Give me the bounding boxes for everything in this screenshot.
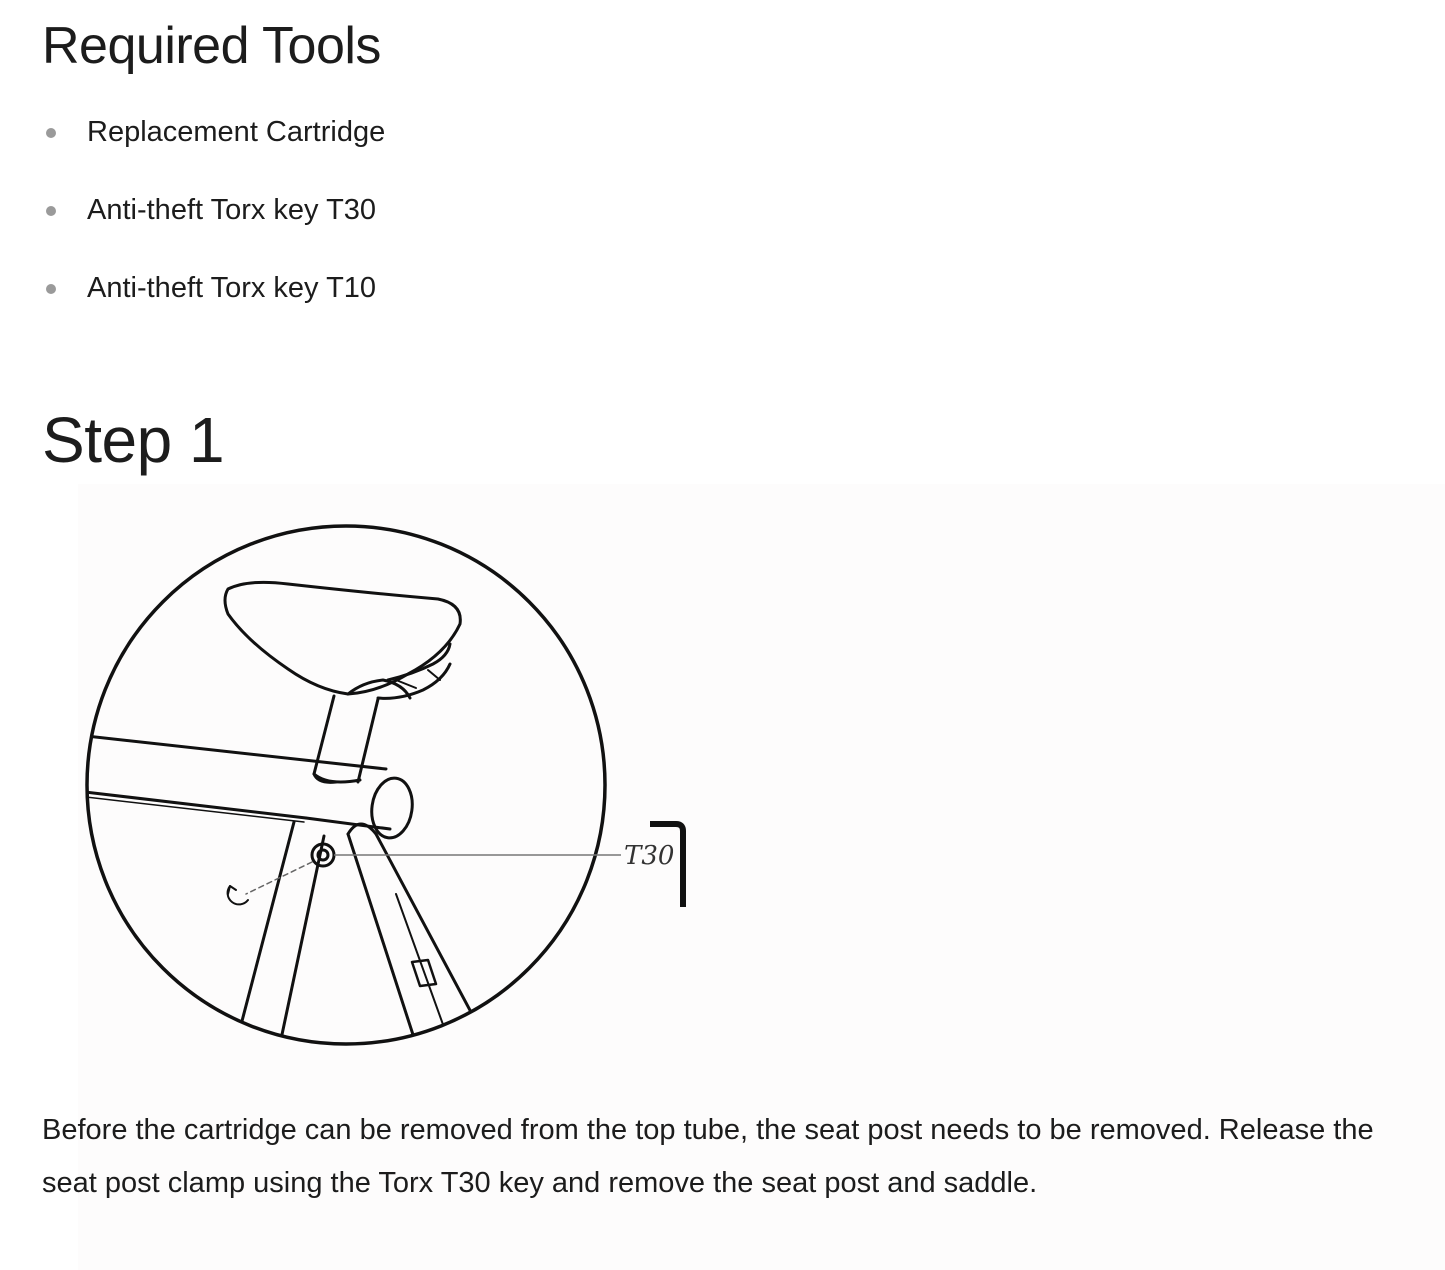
bike-frame-drawing [78,582,488,1044]
detail-circle [87,526,605,1044]
saddle-clamp-detail-2 [428,670,440,680]
top-tube-shadow-line [78,795,304,822]
rotation-arrow-icon [228,886,248,904]
bullet-icon [46,284,56,294]
tool-item-label: Anti-theft Torx key T30 [87,194,377,226]
saddle-top [225,582,460,694]
bullet-icon [46,128,56,138]
torx-callout-label: T30 [624,841,675,871]
seat-stay-left-edge [348,834,416,1044]
clamp-bolt-inner [318,850,328,860]
seat-post-left-edge [314,696,336,782]
top-tube-upper-edge [78,734,386,769]
seat-tube-left-outer [236,822,294,1044]
step-description: Before the cartridge can be removed from the top tube, the seat post needs to be removed. Release the seat post clamp using the Torx T30 key and remove the seat post and saddle. [42,1114,1374,1199]
top-tube-lower-edge [78,790,306,818]
rotation-arrowhead [228,886,236,894]
direction-dashed-line [246,862,312,894]
tube-end-cap [368,776,416,841]
bullet-icon [46,206,56,216]
junction-lower-edge [306,818,390,829]
tool-item-label: Replacement Cartridge [87,116,386,148]
required-tools-heading: Required Tools [42,17,381,75]
seat-stay-inner-line [396,894,450,1044]
step-heading: Step 1 [42,404,225,476]
tool-item-label: Anti-theft Torx key T10 [87,272,377,304]
seat-post-right-edge [358,699,378,782]
